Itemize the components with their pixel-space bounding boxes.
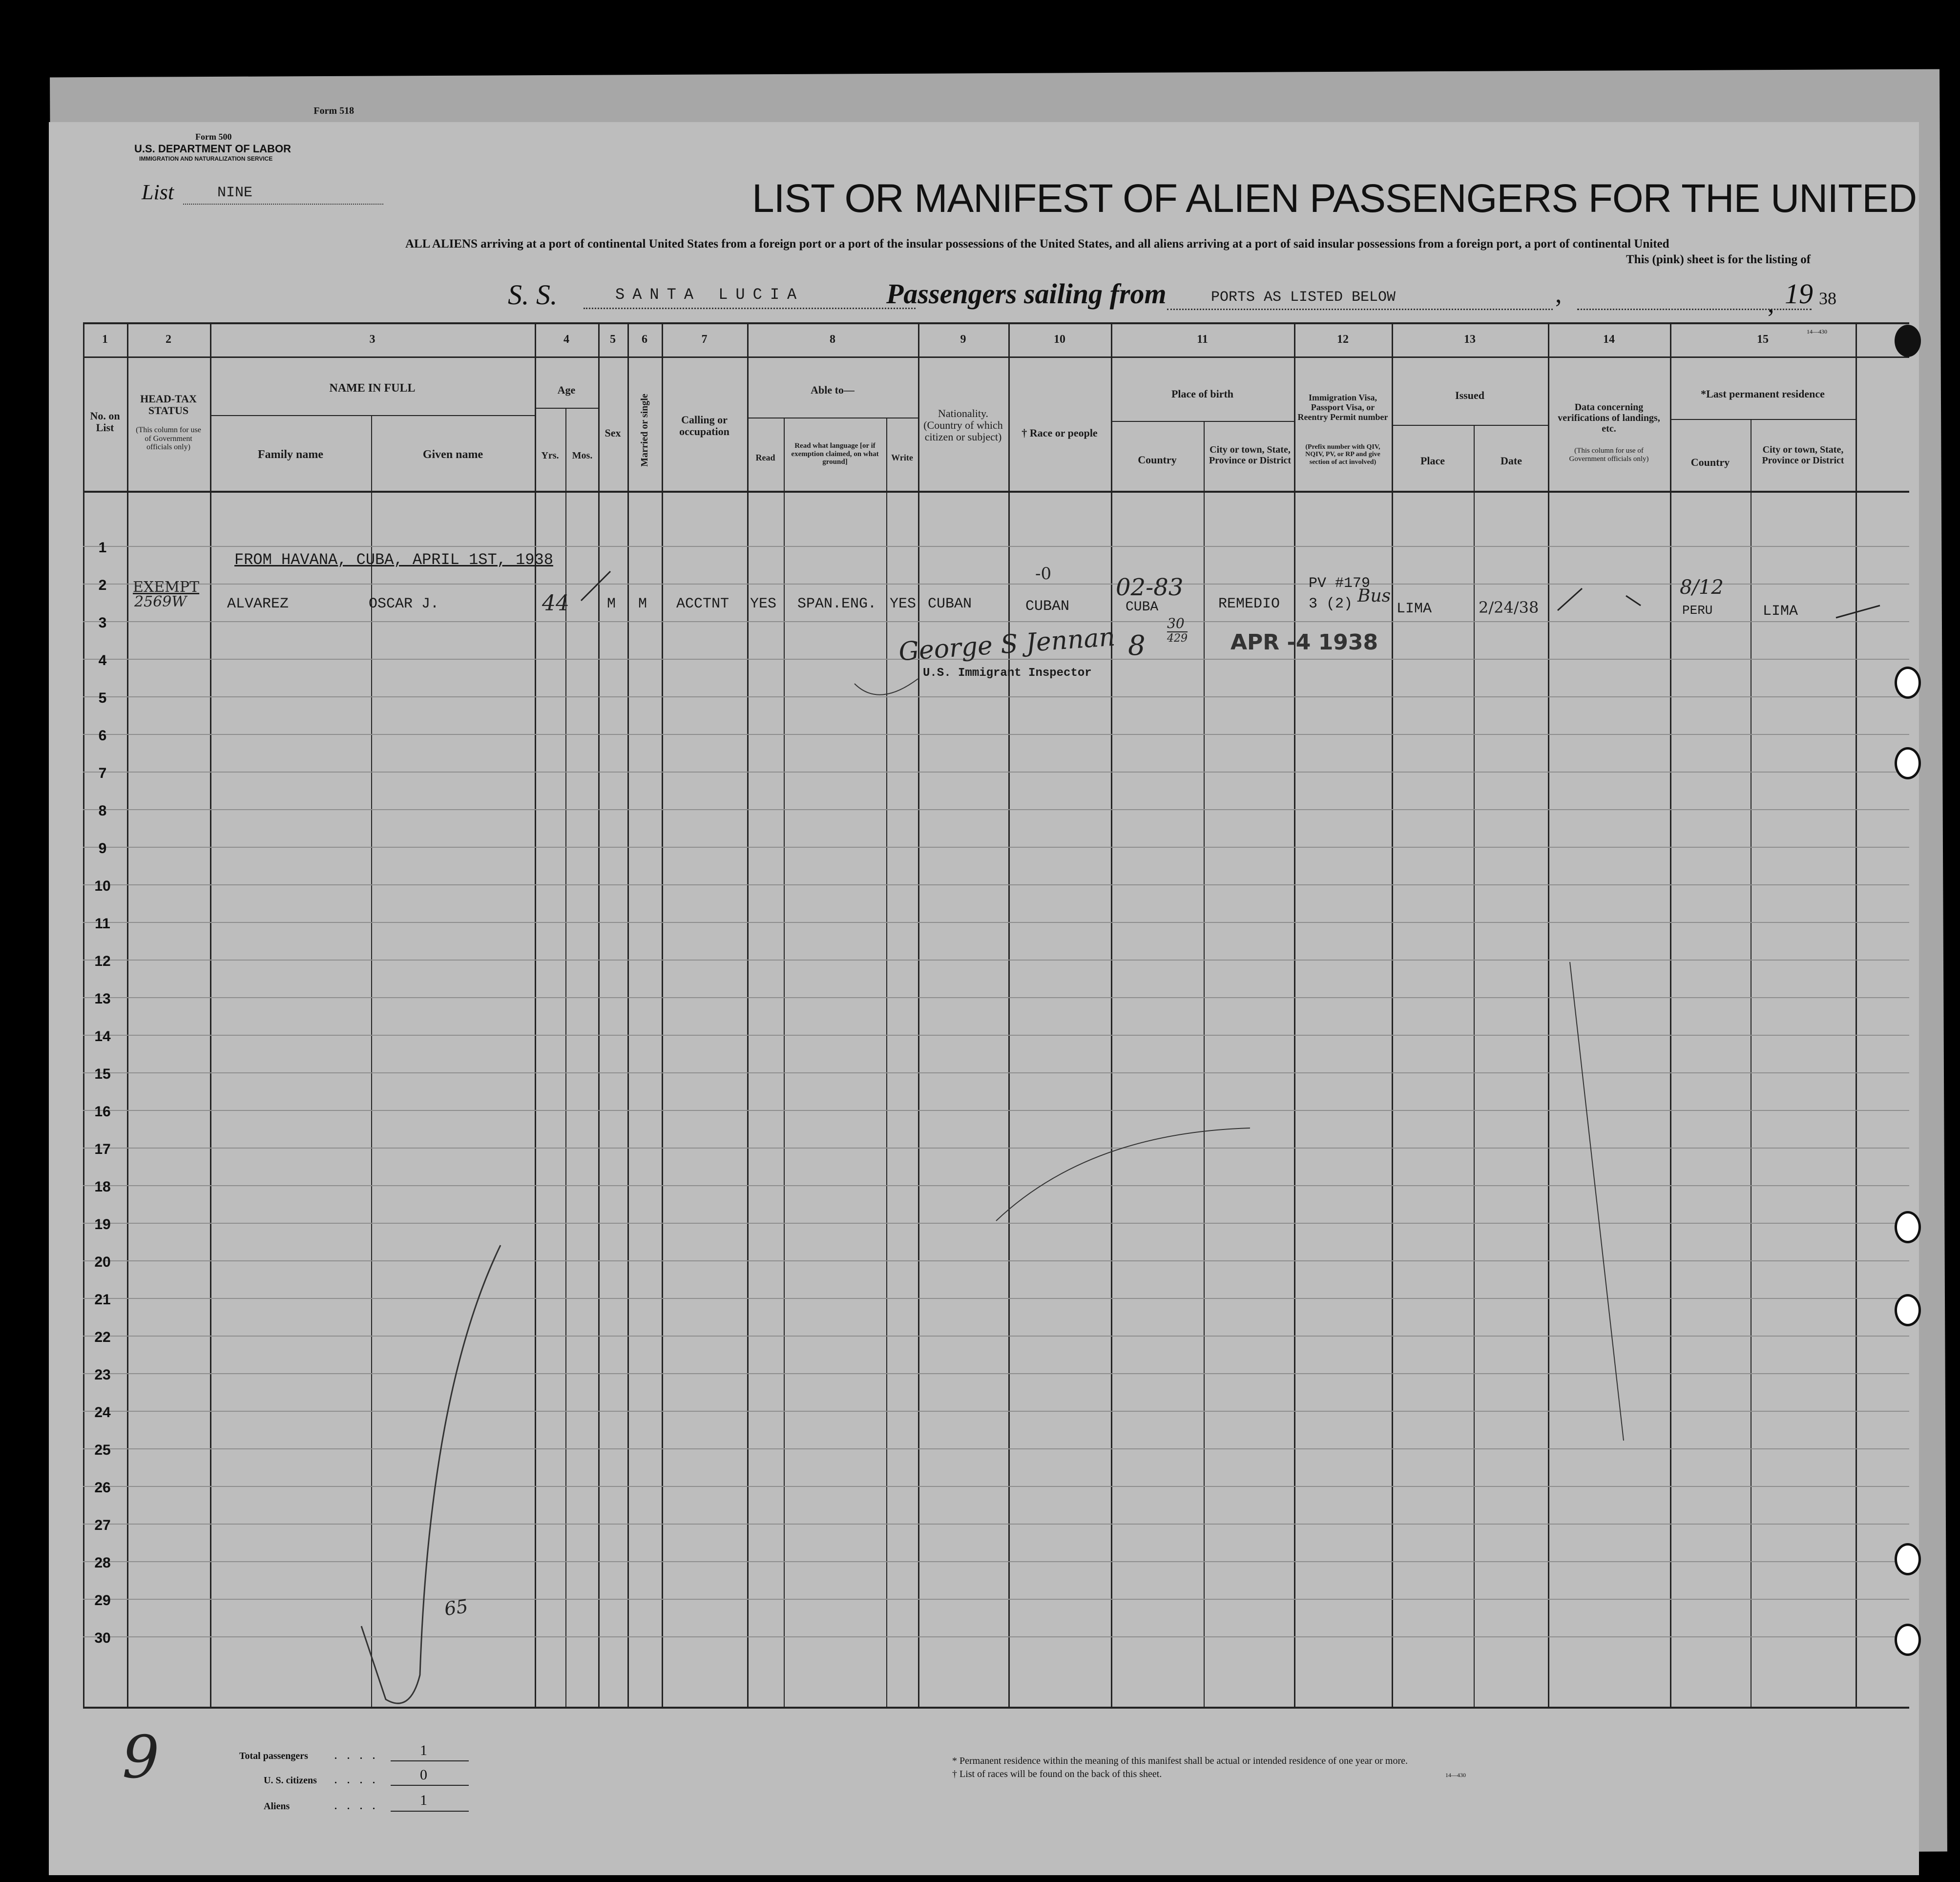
col-num-6: 6 [642, 333, 647, 346]
header-visa: Immigration Visa, Passport Visa, or Reentry Permit number [1297, 393, 1388, 422]
row-number: 25 [94, 1442, 111, 1458]
married-value: M [638, 596, 647, 612]
write-value: YES [890, 596, 917, 612]
row-number: 7 [98, 765, 107, 781]
comma: , [1555, 279, 1562, 308]
note-eight: 8 [1128, 630, 1146, 662]
header-race: † Race or people [1022, 427, 1098, 439]
race-value: CUBAN [1025, 598, 1070, 615]
aliens-dots: . . . . [334, 1801, 379, 1812]
col-num-13: 13 [1464, 333, 1476, 346]
row-number: 8 [98, 803, 107, 819]
family-name-value: ALVAREZ [227, 596, 289, 612]
note-fraction-top: 30 [1167, 615, 1185, 631]
occupation-value: ACCTNT [676, 596, 730, 612]
row-number: 24 [94, 1404, 111, 1421]
header-issued-place: Place [1420, 455, 1445, 467]
binder-hole [1895, 667, 1921, 699]
row-number: 3 [98, 615, 107, 631]
header-birth-city: City or town, State, Province or District [1209, 444, 1292, 466]
col-num-7: 7 [701, 333, 708, 346]
row-number: 9 [98, 840, 107, 857]
head-tax-exempt: EXEMPT [133, 579, 200, 596]
header-write: Write [891, 453, 913, 462]
row-number: 15 [94, 1066, 111, 1082]
form-number: Form 500 [195, 132, 232, 142]
col-num-4: 4 [563, 333, 569, 346]
row-number: 5 [98, 690, 107, 706]
footnote-permanent-residence: * Permanent residence within the meaning of this manifest shall be actual or intended residence of one year or more. [952, 1756, 1408, 1766]
col-num-5: 5 [610, 333, 616, 346]
header-no-on-list: No. on List [90, 410, 120, 434]
row-number: 1 [98, 540, 107, 556]
row-number: 12 [94, 953, 111, 969]
col-num-3: 3 [369, 333, 375, 346]
total-dots: . . . . [334, 1751, 379, 1761]
subtitle-line2: This (pink) sheet is for the listing of [1626, 253, 1811, 266]
row-number: 17 [94, 1141, 111, 1157]
handwritten-65: 65 [443, 1595, 470, 1620]
list-label: List [142, 180, 174, 204]
col-num-14: 14 [1603, 333, 1615, 346]
header-verifications-note: (This column for use of Government officials only) [1569, 447, 1649, 463]
row-number: 2 [98, 577, 107, 593]
sailing-label: Passengers sailing from [886, 278, 1167, 310]
header-head-tax-note: (This column for use of Government officials only) [136, 426, 201, 452]
header-calling: Calling or occupation [679, 414, 730, 438]
residence-city-value: LIMA [1763, 603, 1798, 620]
subtitle-line1: ALL ALIENS arriving at a port of continental United States from a foreign port or a port of the insular possessions of the United States, and all aliens arriving at a port of said insular possessions from a foreign port, a port of continental United [405, 237, 1669, 251]
header-nationality: Nationality. (Country of which citizen or subject) [923, 407, 1003, 443]
col-num-11: 11 [1197, 333, 1208, 346]
header-residence-city: City or town, State, Province or District [1762, 444, 1844, 466]
header-issued-date: Date [1501, 455, 1522, 467]
row-number: 30 [94, 1630, 111, 1646]
sex-value: M [607, 596, 616, 612]
row-number: 23 [94, 1367, 111, 1383]
col-num-15: 15 [1757, 333, 1769, 346]
row-number: 6 [98, 728, 107, 744]
row-number: 10 [94, 878, 111, 894]
row-number: 19 [94, 1216, 111, 1233]
head-tax-handwritten: 2569W [134, 593, 187, 610]
birth-country-value: CUBA [1126, 600, 1159, 615]
header-head-tax: HEAD-TAX STATUS [140, 393, 197, 417]
manifest-sheet [49, 122, 1919, 1875]
residence-handwritten: 8/12 [1680, 576, 1724, 599]
date-stamp: APR -4 1938 [1230, 630, 1378, 655]
binder-hole [1895, 1211, 1921, 1243]
row-number: 13 [94, 991, 111, 1007]
issued-place-value: LIMA [1397, 601, 1432, 617]
race-handwritten-mark: -0 [1035, 564, 1052, 584]
citizens-underline [391, 1785, 469, 1786]
footnote-races: † List of races will be found on the back of this sheet. [952, 1769, 1162, 1779]
under-form-number: Form 518 [313, 105, 354, 117]
ship-name: SANTA LUCIA [615, 286, 805, 304]
read-value: YES [750, 596, 777, 612]
sailing-from: PORTS AS LISTED BELOW [1211, 289, 1396, 306]
header-married: Married or single [639, 394, 650, 467]
row-number: 26 [94, 1480, 111, 1496]
visa-handwritten: Bus [1357, 586, 1391, 606]
us-citizens-label: U. S. citizens [264, 1775, 317, 1786]
total-passengers-label: Total passengers [239, 1751, 308, 1761]
issued-date-value: 2/24/38 [1479, 598, 1539, 617]
row-number: 14 [94, 1028, 111, 1045]
header-name-in-full: NAME IN FULL [329, 382, 416, 395]
col-num-1: 1 [102, 333, 108, 346]
header-visa-note: (Prefix number with QIV, NQIV, PV, or RP and give section of act involved) [1305, 443, 1380, 466]
col-num-8: 8 [830, 333, 835, 346]
binder-hole [1895, 1294, 1921, 1326]
note-fraction-bottom: 429 [1167, 632, 1188, 645]
page-number-handwritten: 9 [122, 1724, 160, 1792]
row-number: 29 [94, 1592, 111, 1609]
header-last-residence: *Last permanent residence [1701, 388, 1825, 400]
header-yrs: Yrs. [541, 450, 559, 461]
header-place-of-birth: Place of birth [1171, 388, 1234, 400]
given-name-value: OSCAR J. [369, 596, 439, 612]
header-read-language: Read what language [or if exemption claimed, on what ground] [791, 442, 879, 466]
comma-2: , [1768, 289, 1774, 318]
row-number: 21 [94, 1292, 111, 1308]
row-number: 18 [94, 1179, 111, 1195]
row-number: 16 [94, 1104, 111, 1120]
aliens-label: Aliens [264, 1801, 290, 1812]
aliens-underline [391, 1811, 469, 1812]
col-num-12: 12 [1337, 333, 1349, 346]
header-verifications: Data concerning verifications of landings, etc. [1558, 402, 1660, 434]
row-number: 22 [94, 1329, 111, 1345]
inspector-title: U.S. Immigrant Inspector [923, 667, 1092, 680]
year-prefix: 19 [1785, 278, 1813, 310]
binder-hole [1895, 1543, 1921, 1575]
header-able-to: Able to— [811, 384, 855, 396]
birth-handwritten-code: 02-83 [1116, 574, 1184, 601]
header-given-name: Given name [422, 448, 483, 461]
manifest-title: LIST OR MANIFEST OF ALIEN PASSENGERS FOR THE UNITED [752, 176, 1917, 221]
age-years-value: 44 [542, 591, 569, 616]
binder-hole [1895, 747, 1921, 779]
header-age: Age [557, 384, 576, 396]
from-line: FROM HAVANA, CUBA, APRIL 1ST, 1938 [234, 551, 553, 569]
birth-city-value: REMEDIO [1218, 596, 1280, 612]
col-num-2: 2 [166, 333, 171, 346]
binder-hole [1895, 325, 1921, 357]
total-underline [391, 1760, 469, 1761]
nationality-value: CUBAN [928, 596, 972, 612]
year-suffix: 38 [1819, 289, 1836, 308]
code-top: 14—430 [1807, 328, 1827, 335]
ss-label: S. S. [508, 279, 558, 311]
header-issued: Issued [1455, 389, 1484, 401]
col-num-10: 10 [1054, 333, 1065, 346]
aliens-value: 1 [420, 1792, 427, 1808]
header-mos: Mos. [572, 450, 593, 461]
residence-country-value: PERU [1682, 603, 1713, 618]
row-number: 4 [98, 652, 107, 669]
list-value: NINE [217, 185, 253, 201]
code-bottom: 14—430 [1445, 1772, 1466, 1778]
visa-line1: PV #179 [1309, 575, 1371, 592]
pencil-marks [49, 122, 1919, 1875]
us-citizens-value: 0 [420, 1767, 427, 1783]
row-number: 20 [94, 1254, 111, 1270]
department-name: U.S. DEPARTMENT OF LABOR [134, 143, 292, 155]
header-birth-country: Country [1138, 454, 1177, 466]
inspector-signature: George S Jennan [897, 622, 1116, 667]
read-language-value: SPAN.ENG. [797, 596, 877, 612]
total-passengers-value: 1 [420, 1742, 427, 1758]
row-number: 27 [94, 1517, 111, 1533]
visa-line2: 3 (2) [1309, 596, 1353, 612]
header-family-name: Family name [258, 448, 323, 461]
row-number: 11 [95, 916, 110, 932]
row-number: 28 [94, 1555, 111, 1571]
header-residence-country: Country [1690, 456, 1730, 468]
citizens-dots: . . . . [334, 1775, 379, 1786]
header-sex: Sex [605, 427, 621, 439]
binder-hole [1895, 1624, 1921, 1656]
col-num-9: 9 [960, 333, 966, 346]
service-name: IMMIGRATION AND NATURALIZATION SERVICE [139, 155, 273, 162]
header-read: Read [755, 453, 775, 462]
